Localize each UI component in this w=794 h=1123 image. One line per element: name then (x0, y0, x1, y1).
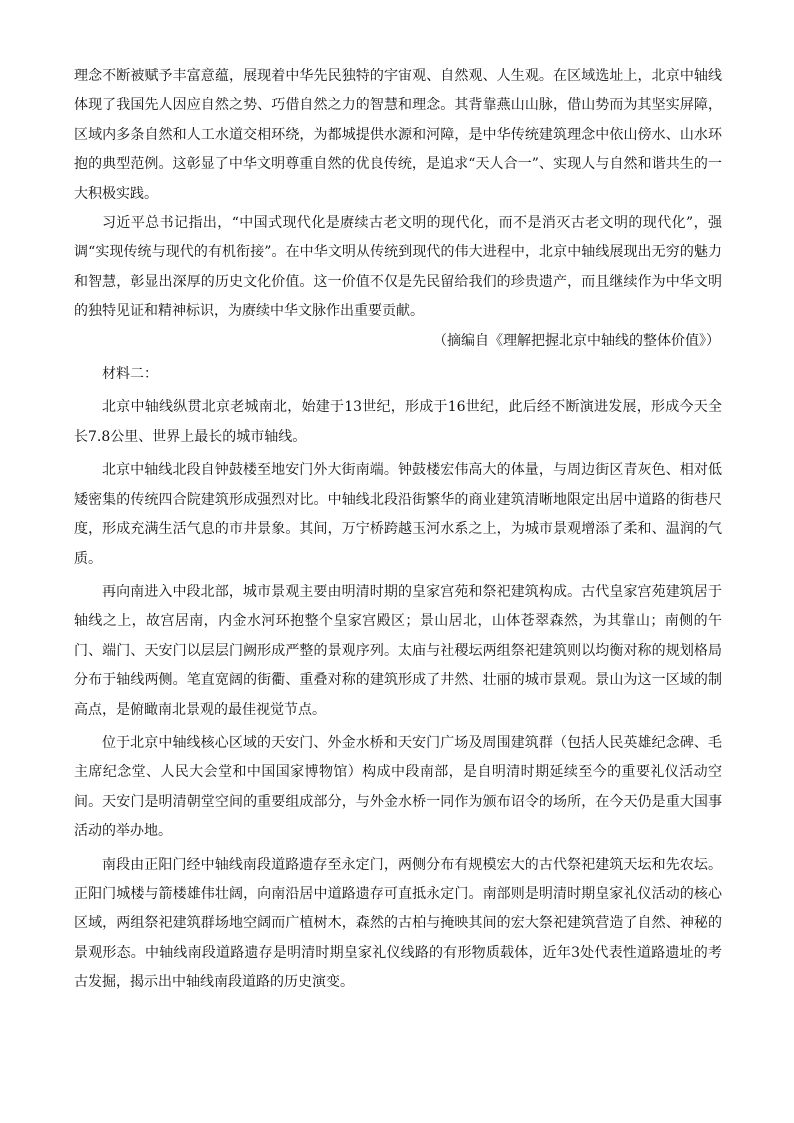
material2-paragraph-2: 北京中轴线北段自钟鼓楼至地安门外大街南端。钟鼓楼宏伟高大的体量，与周边街区青灰色、相对低矮密集的传统四合院建筑形成强烈对比。中轴线北段沿街繁华的商业建筑清晰地限定出居中道路的街巷尺度，形成充满生活气息的市井景象。其间，万宁桥跨越玉河水系之上，为城市景观增添了柔和、温润的气质。 (74, 462, 722, 567)
material1-paragraph-2: 习近平总书记指出，“中国式现代化是赓续古老文明的现代化，而不是消灭古老文明的现代化”，强调“实现传统与现代的有机衔接”。在中华文明从传统到现代的伟大进程中，北京中轴线展现出无穷的魅力和智慧，彰显出深厚的历史文化价值。这一价值不仅是先民留给我们的珍贵遗产，而且继续作为中华文明的独特见证和精神标识，为赓续中华文脉作出重要贡献。 (74, 215, 722, 320)
material2-paragraph-4: 位于北京中轴线核心区域的天安门、外金水桥和天安门广场及周围建筑群（包括人民英雄纪念碑、毛主席纪念堂、人民大会堂和中国国家博物馆）构成中段南部，是自明清时期延续至今的重要礼仪活动空间。天安门是明清朝堂空间的重要组成部分，与外金水桥一同作为颁布诏令的场所，在今天仍是重大国事活动的举办地。 (74, 734, 722, 840)
document-page (74, 62, 722, 998)
material2-paragraph-5: 南段由正阳门经中轴线南段道路遗存至永定门，两侧分布有规模宏大的古代祭祀建筑天坛和先农坛。正阳门城楼与箭楼雄伟壮阔，向南沿居中道路遗存可直抵永定门。南部则是明清时期皇家礼仪活动的核心区域，两组祭祀建筑群场地空阔而广植树木，森然的古柏与掩映其间的宏大祭祀建筑营造了自然、神秘的景观形态。中轴线南段道路遗存是明清时期皇家礼仪线路的有形物质载体，近年3处代表性道路遗址的考古发掘，揭示出中轴线南段道路的历史演变。 (74, 856, 722, 991)
material2-label: 材料二： (102, 366, 158, 383)
material1-source-citation: （摘编自《理解把握北京中轴线的整体价值》） (433, 332, 720, 349)
material2-paragraph-1: 北京中轴线纵贯北京老城南北，始建于13世纪，形成于16世纪，此后经不断演进发展，形成今天全长7.8公里、世界上最长的城市轴线。 (74, 399, 722, 445)
material2-paragraph-3: 再向南进入中段北部，城市景观主要由明清时期的皇家宫苑和祭祀建筑构成。古代皇家宫苑建筑居于轴线之上，故宫居南，内金水河环抱整个皇家宫殿区；景山居北，山体苍翠森然，为其靠山；南侧的午门、端门、天安门以层层门阙形成严整的景观序列。太庙与社稷坛两组祭祀建筑则以均衡对称的规划格局分布于轴线两侧。笔直宽阔的街衢、重叠对称的建筑形成了井然、壮丽的城市景观。景山为这一区域的制高点，是俯瞰南北景观的最佳视觉节点。 (74, 583, 722, 718)
material1-paragraph-1: 理念不断被赋予丰富意蕴，展现着中华先民独特的宇宙观、自然观、人生观。在区域选址上，北京中轴线体现了我国先人因应自然之势、巧借自然之力的智慧和理念。其背靠燕山山脉，借山势而为其坚实屏障，区域内多条自然和人工水道交相环绕，为都城提供水源和河障，是中华传统建筑理念中依山傍水、山水环抱的典型范例。这彰显了中华文明尊重自然的优良传统，是追求“天人合一”、实现人与自然和谐共生的一大积极实践。 (74, 68, 722, 202)
